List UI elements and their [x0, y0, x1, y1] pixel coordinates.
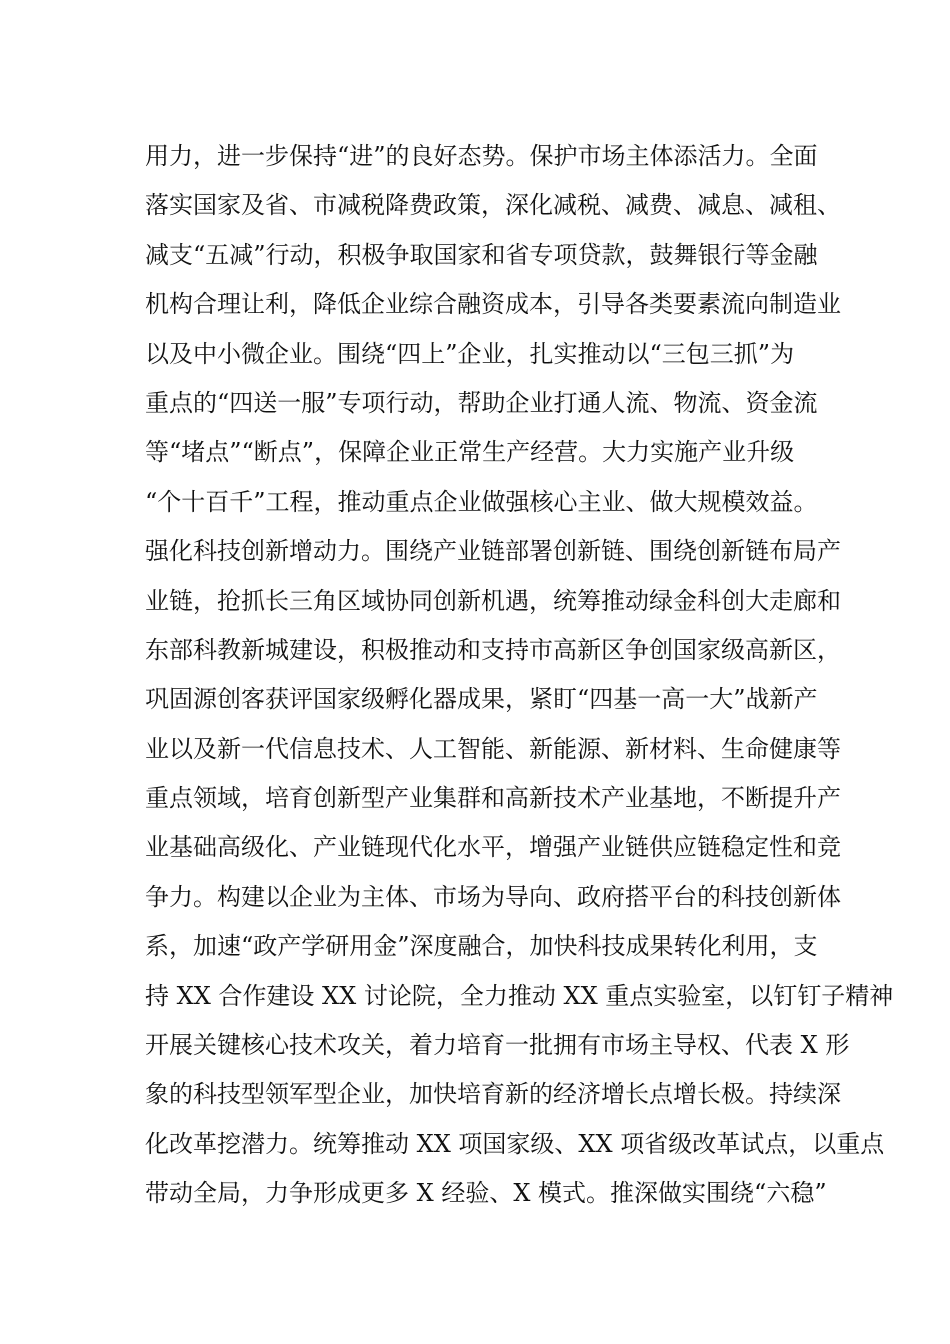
text-line: 化改革挖潜力。统筹推动 XX 项国家级、XX 项省级改革试点，以重点	[145, 1129, 885, 1158]
text-line: 用力，进一步保持“进”的良好态势。保护市场主体添活力。全面	[145, 142, 818, 170]
text-line: 持 XX 合作建设 XX 讨论院，全力推动 XX 重点实验室，以钉钉子精神	[145, 981, 894, 1010]
text-line: 开展关键核心技术攻关，着力培育一批拥有市场主导权、代表 X 形	[145, 1031, 850, 1060]
text-line: 落实国家及省、市减税降费政策，深化减税、减费、减息、减租、	[145, 191, 841, 220]
text-line: 巩固源创客获评国家级孵化器成果，紧盯“四基一高一大”战新产	[145, 685, 818, 714]
text-line: 业以及新一代信息技术、人工智能、新能源、新材料、生命健康等	[145, 734, 841, 763]
text-line: 重点的“四送一服”专项行动，帮助企业打通人流、物流、资金流	[145, 388, 818, 417]
text-line: 等“堵点”“断点”，保障企业正常生产经营。大力实施产业升级	[145, 438, 795, 467]
text-line: 东部科教新城建设，积极推动和支持市高新区争创国家级高新区，	[145, 635, 841, 664]
text-line: 重点领域，培育创新型产业集群和高新技术产业基地，不断提升产	[145, 784, 841, 813]
text-line: 象的科技型领军型企业，加快培育新的经济增长点增长极。持续深	[145, 1080, 841, 1109]
body-text	[145, 132, 894, 1219]
text-line: 带动全局，力争形成更多 X 经验、X 模式。推深做实围绕“六稳”	[145, 1179, 827, 1208]
text-line: 业基础高级化、产业链现代化水平，增强产业链供应链稳定性和竞	[145, 833, 841, 862]
text-line: 减支“五减”行动，积极争取国家和省专项贷款，鼓舞银行等金融	[145, 240, 818, 269]
text-line: 业链，抢抓长三角区域协同创新机遇，统筹推动绿金科创大走廊和	[145, 586, 841, 615]
text-line: “个十百千”工程，推动重点企业做强核心主业、做大规模效益。	[145, 487, 818, 516]
text-line: 强化科技创新增动力。围绕产业链部署创新链、围绕创新链布局产	[145, 537, 841, 566]
text-line: 系，加速“政产学研用金”深度融合，加快科技成果转化利用，支	[145, 932, 818, 961]
text-line: 以及中小微企业。围绕“四上”企业，扎实推动以“三包三抓”为	[145, 339, 795, 368]
text-line: 争力。构建以企业为主体、市场为导向、政府搭平台的科技创新体	[145, 882, 841, 911]
text-line: 机构合理让利，降低企业综合融资成本，引导各类要素流向制造业	[145, 290, 841, 319]
